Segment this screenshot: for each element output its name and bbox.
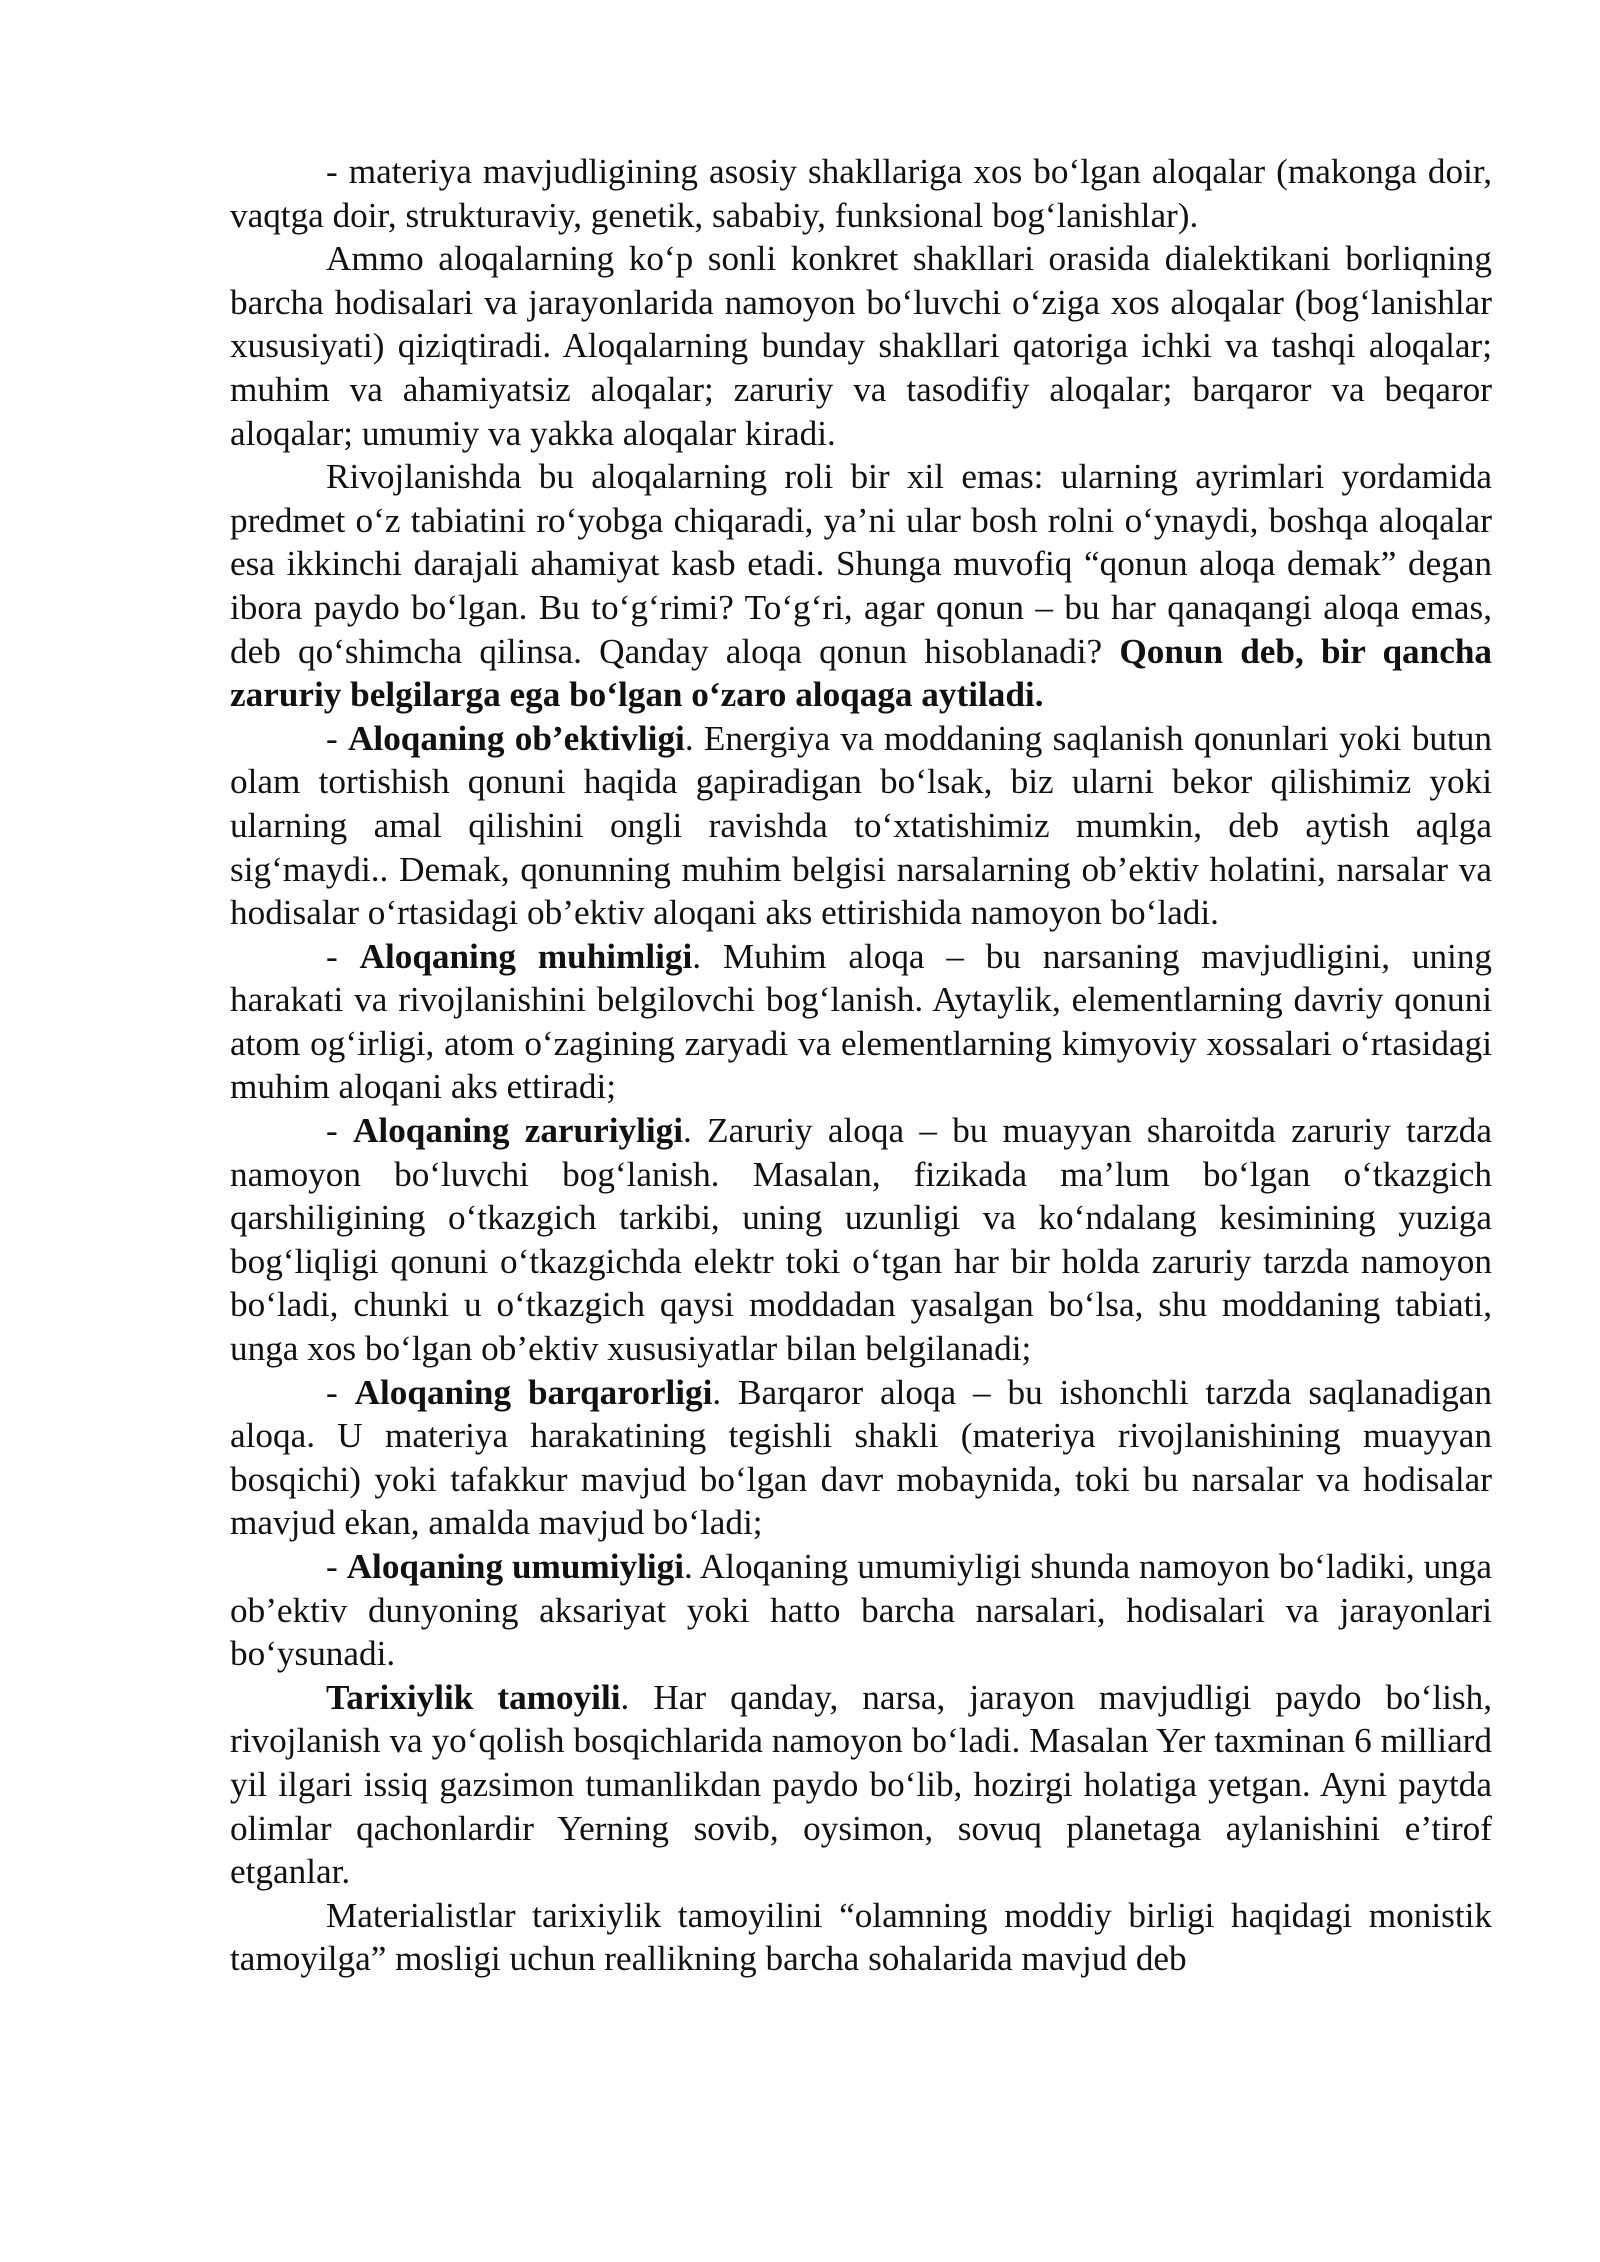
text-run: . Muhim aloqa – bu narsaning mavjudligini, uning harakati va rivojlanishini belgilovchi bog‘lanish. Aytaylik, elementlarning davriy qonuni atom og‘irligi, atom o‘zagining zaryadi va elementlarning kimyoviy xossalari o‘rtasidagi muhim aloqani aks ettiradi; [230,936,1492,1107]
text-run: . Zaruriy aloqa – bu muayyan sharoitda zaruriy tarzda namoyon bo‘luvchi bog‘lanish. Masalan, fizikada ma’lum bo‘lgan o‘tkazgich qarshiligining o‘tkazgich tarkibi, uning uzunligi va ko‘ndalang kesimining yuziga bog‘liqligi qonuni o‘tkazgichda elektr toki o‘tgan har bir holda zaruriy tarzda namoyon bo‘ladi, chunki u o‘tkazgich qaysi moddadan yasalgan bo‘lsa, shu moddaning tabiati, unga xos bo‘lgan ob’ektiv xususiyatlar bilan belgilanadi; [230,1111,1493,1369]
text-run: . Aloqaning umumiyligi shunda namoyon bo‘ladiki, unga ob’ektiv dunyoning aksariyat yoki hatto barcha narsalari, hodisalari va jarayonlari bo‘ysunadi. [230,1547,1492,1674]
paragraph [230,717,1492,935]
text-run: . Barqaror aloqa – bu ishonchli tarzda saqlanadigan aloqa. U materiya harakatining tegishli shakli (materiya rivojlanishining muayyan bosqichi) yoki tafakkur mavjud bo‘lgan davr mobaynida, toki bu narsalar va hodisalar mavjud ekan, amalda mavjud bo‘ladi; [230,1372,1493,1543]
bold-text-run: Aloqaning muhimligi [359,936,693,976]
bold-text-run: Qonun deb, bir qancha zaruriy belgilarga ega bo‘lgan o‘zaro aloqaga aytiladi. [230,631,1492,715]
text-run: . Energiya va moddaning saqlanish qonunlari yoki butun olam tortishish qonuni haqida gapiradigan bo‘lsak, biz ularni bekor qilishimiz yoki ularning amal qilishini ongli ravishda to‘xtatishimiz mumkin, deb aytish aqlga sig‘maydi.. Demak, qonunning muhim belgisi narsalarning ob’ektiv holatini, narsalar va hodisalar o‘rtasidagi ob’ektiv aloqani aks ettirishida namoyon bo‘ladi. [230,718,1492,933]
paragraph [230,1894,1492,1981]
text-run: - [326,936,360,976]
paragraph [230,1371,1492,1545]
text-run: Rivojlanishda bu aloqalarning roli bir xil emas: ularning ayrimlari yordamida predmet o‘z tabiatini ro‘yobga chiqaradi, ya’ni ular bosh rolni o‘ynaydi, boshqa aloqalar esa ikkinchi darajali ahamiyat kasb etadi. Shunga muvofiq “qonun aloqa demak” degan ibora paydo bo‘lgan. Bu to‘g‘rimi? To‘g‘ri, agar qonun – bu har qanaqangi aloqa emas, deb qo‘shimcha qilinsa. Qanday aloqa qonun hisoblanadi? [230,457,1492,671]
text-run: - [326,1372,355,1412]
paragraph [230,150,1492,237]
bold-text-run: Aloqaning umumiyligi [346,1547,685,1586]
paragraph [230,1109,1492,1371]
bold-text-run: Aloqaning zaruriyligi [353,1111,684,1151]
paragraph [230,1545,1492,1676]
text-run: Materialistlar tarixiylik tamoyilini “olamning moddiy birligi haqidagi monistik tamoyilga” mosligi uchun reallikning barcha sohalarida mavjud deb [230,1895,1492,1979]
text-run: . Har qanday, narsa, jarayon mavjudligi paydo bo‘lish, rivojlanish va yo‘qolish bosqichlarida namoyon bo‘ladi. Masalan Yer taxminan 6 milliard yil ilgari issiq gazsimon tumanlikdan paydo bo‘lib, hozirgi holatiga yetgan. Ayni paytda olimlar qachonlardir Yerning sovib, oysimon, sovuq planetaga aylanishini e’tirof etganlar. [230,1677,1493,1892]
text-run: - [326,718,348,758]
bold-text-run: Aloqaning barqarorligi [354,1372,713,1412]
bold-text-run: Aloqaning ob’ektivligi [348,718,685,758]
text-run: - materiya mavjudligining asosiy shakllariga xos bo‘lgan aloqalar (makonga doir, vaqtga doir, strukturaviy, genetik, sababiy, funksional bog‘lanishlar). [230,152,1492,235]
paragraph [230,455,1492,717]
text-run: - [326,1547,347,1586]
text-run: Ammo aloqalarning ko‘p sonli konkret shakllari orasida dialektikani borliqning barcha hodisalari va jarayonlarida namoyon bo‘luvchi o‘ziga xos aloqalar (bog‘lanishlar xususiyati) qiziqtiradi. Aloqalarning bunday shakllari qatoriga ichki va tashqi aloqalar; muhim va ahamiyatsiz aloqalar; zaruriy va tasodifiy aloqalar; barqaror va beqaror aloqalar; umumiy va yakka aloqalar kiradi. [230,239,1492,453]
bold-text-run: Tarixiylik tamoyili [326,1677,621,1717]
document-page [230,150,1492,1981]
paragraph [230,1676,1492,1894]
text-run: - [326,1111,353,1151]
paragraph [230,935,1492,1109]
paragraph [230,237,1492,455]
